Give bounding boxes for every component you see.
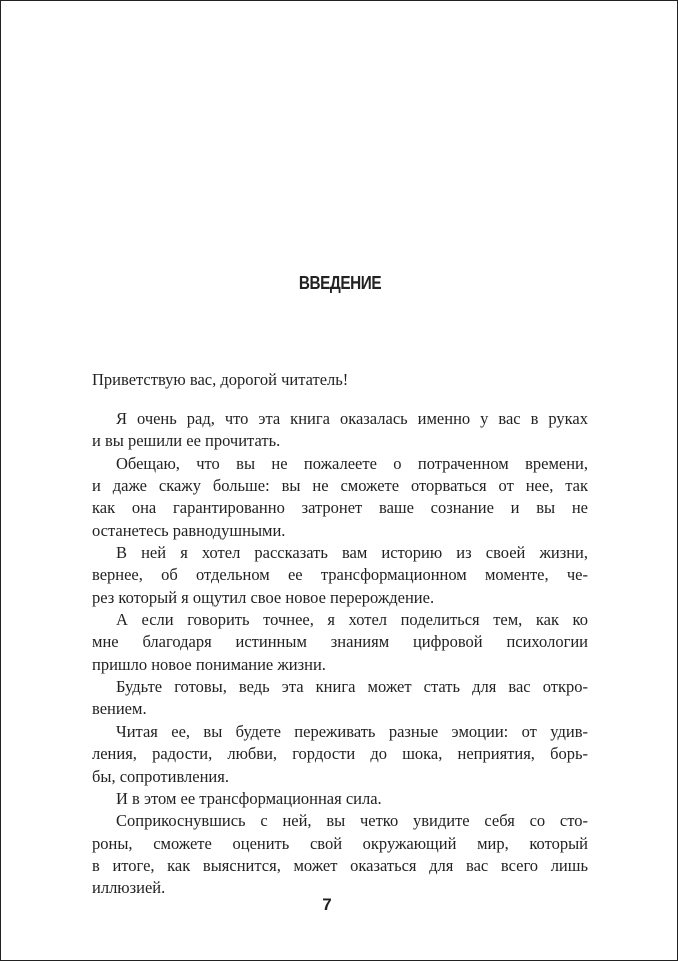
- text-line: А если говорить точнее, я хотел поделиться тем, как ко: [116, 610, 588, 630]
- text-line: как она гарантированно затронет ваше сознание и вы не: [92, 498, 588, 518]
- text-line: в итоге, как выяснится, может оказаться для вас всего лишь: [92, 855, 588, 875]
- greeting: Приветствую вас, дорогой читатель!: [92, 370, 349, 389]
- text-line: вением.: [92, 699, 147, 719]
- chapter-title: ВВЕДЕНИЕ: [298, 273, 382, 293]
- text-line: ления, радости, любви, гордости до шока, неприятия, борь-: [92, 744, 588, 764]
- page-number: 7: [322, 895, 332, 914]
- text-line: вернее, об отдельном ее трансформационном моменте, че-: [92, 565, 588, 585]
- paragraph: [92, 542, 588, 609]
- text-line: пришло новое понимание жизни.: [92, 654, 326, 674]
- text-line: бы, сопротивления.: [92, 766, 229, 786]
- body-text: [92, 408, 588, 900]
- paragraph: [92, 721, 588, 788]
- text-line: и вы решили ее прочитать.: [92, 431, 281, 451]
- text-line: рез который я ощутил свое новое перерождение.: [92, 587, 435, 607]
- paragraph: [92, 453, 588, 542]
- paragraph: [92, 609, 588, 676]
- text-line: мне благодаря истинным знаниям цифровой психологии: [92, 632, 588, 652]
- text-line: и даже скажу больше: вы не сможете оторваться от нее, так: [92, 476, 588, 496]
- paragraph: [92, 788, 588, 810]
- paragraph: [92, 408, 588, 453]
- paragraph: [92, 810, 588, 899]
- text-line: Соприкоснувшись с ней, вы четко увидите себя со сто-: [116, 811, 588, 831]
- text-line: Будьте готовы, ведь эта книга может стать для вас откро-: [116, 677, 588, 697]
- text-line: Читая ее, вы будете переживать разные эмоции: от удив-: [116, 721, 588, 741]
- text-line: В ней я хотел рассказать вам историю из своей жизни,: [116, 543, 588, 563]
- text-line: роны, сможете оценить свой окружающий мир, который: [92, 833, 588, 853]
- paragraph: [92, 676, 588, 721]
- text-line: иллюзией.: [92, 878, 166, 898]
- text-line: Я очень рад, что эта книга оказалась именно у вас в руках: [116, 409, 588, 428]
- text-line: И в этом ее трансформационная сила.: [116, 788, 382, 808]
- text-line: Обещаю, что вы не пожалеете о потраченном времени,: [116, 453, 588, 473]
- text-line: останетесь равнодушными.: [92, 520, 286, 540]
